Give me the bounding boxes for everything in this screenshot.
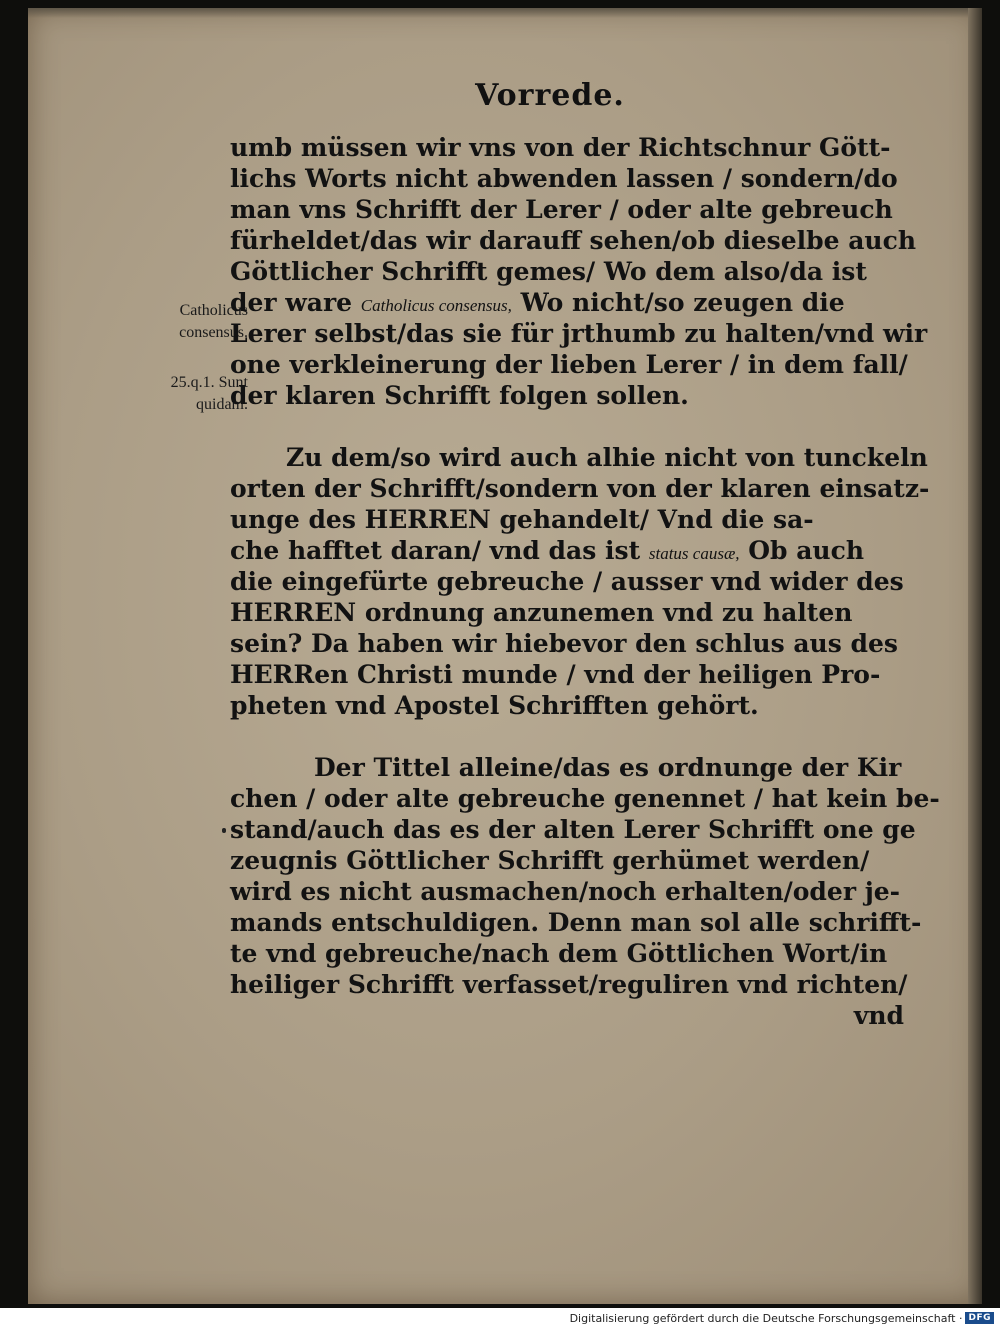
- margin-note-catholicus: [108, 300, 248, 344]
- text-line-mixed: [230, 535, 930, 566]
- text-line: HERREN ordnung anzunemen vnd zu halten: [230, 598, 853, 627]
- text-line: Lerer selbst/das sie für jrthumb zu halten/vnd wir: [230, 319, 928, 348]
- text-line: stand/auch das es der alten Lerer Schrifft one ge: [230, 815, 916, 844]
- text-line: one verkleinerung der lieben Lerer / in dem fall/: [230, 350, 908, 379]
- text-line: lichs Worts nicht abwenden lassen / sondern/do: [230, 164, 898, 193]
- ink-dot: [222, 828, 226, 833]
- text-line: Zu dem/so wird auch alhie nicht von tunckeln: [286, 443, 928, 472]
- text-line: Göttlicher Schrifft gemes/ Wo dem also/da ist: [230, 257, 867, 286]
- latin-phrase: status causæ,: [648, 544, 740, 563]
- text-line: der klaren Schrifft folgen sollen.: [230, 381, 689, 410]
- margin-note-sunt-quidam: [108, 372, 248, 416]
- text-line: umb müssen wir vns von der Richtschnur Gött-: [230, 133, 891, 162]
- text-line-mixed: [230, 287, 930, 318]
- text-line: mands entschuldigen. Denn man sol alle schrifft-: [230, 908, 922, 937]
- paragraph-gap: [230, 721, 930, 752]
- catchword: vnd: [853, 1001, 904, 1030]
- page-edge-right: [968, 8, 982, 1304]
- text-fragment: Ob auch: [748, 536, 865, 565]
- text-line: orten der Schrifft/sondern von der klaren einsatz-: [230, 474, 930, 503]
- text-fragment: Wo nicht/so zeugen die: [520, 288, 845, 317]
- footer-text: Digitalisierung gefördert durch die Deutsche Forschungsgemeinschaft ·: [569, 1311, 963, 1325]
- page-heading: Vorrede.: [475, 78, 625, 113]
- text-line: man vns Schrifft der Lerer / oder alte gebreuch: [230, 195, 893, 224]
- text-line: fürheldet/das wir darauff sehen/ob dieselbe auch: [230, 226, 916, 255]
- margin-note-line: 25.q.1. Sunt: [170, 374, 248, 391]
- text-line: heiliger Schrifft verfasset/reguliren vnd richten/: [230, 970, 908, 999]
- margin-note-line: Catholicus: [179, 302, 248, 319]
- text-line: die eingefürte gebreuche / ausser vnd wider des: [230, 567, 904, 596]
- dfg-logo: DFG: [965, 1312, 994, 1324]
- text-line: sein? Da haben wir hiebevor den schlus aus des: [230, 629, 898, 658]
- text-fragment: che hafftet daran/ vnd das ist: [230, 536, 641, 565]
- text-line: unge des HERREN gehandelt/ Vnd die sa-: [230, 505, 814, 534]
- text-line: HERRen Christi munde / vnd der heiligen Pro-: [230, 660, 881, 689]
- latin-phrase: Catholicus consensus,: [360, 296, 512, 315]
- text-fragment: der ware: [230, 288, 353, 317]
- footer-credit: [570, 1310, 994, 1326]
- margin-note-line: quidam.: [196, 396, 248, 413]
- text-line: zeugnis Göttlicher Schrifft gerhümet werden/: [230, 846, 870, 875]
- text-line: chen / oder alte gebreuche genennet / hat kein be-: [230, 784, 940, 813]
- text-line: pheten vnd Apostel Schrifften gehört.: [230, 691, 759, 720]
- margin-note-line: consensus.: [179, 324, 248, 341]
- page-edge-top: [28, 8, 982, 18]
- text-line: Der Tittel alleine/das es ordnunge der Kir: [314, 753, 902, 782]
- paragraph-gap: [230, 411, 930, 442]
- body-text: [230, 132, 940, 1031]
- text-line: wird es nicht ausmachen/noch erhalten/oder je-: [230, 877, 901, 906]
- text-line: te vnd gebreuche/nach dem Göttlichen Wort/in: [230, 939, 888, 968]
